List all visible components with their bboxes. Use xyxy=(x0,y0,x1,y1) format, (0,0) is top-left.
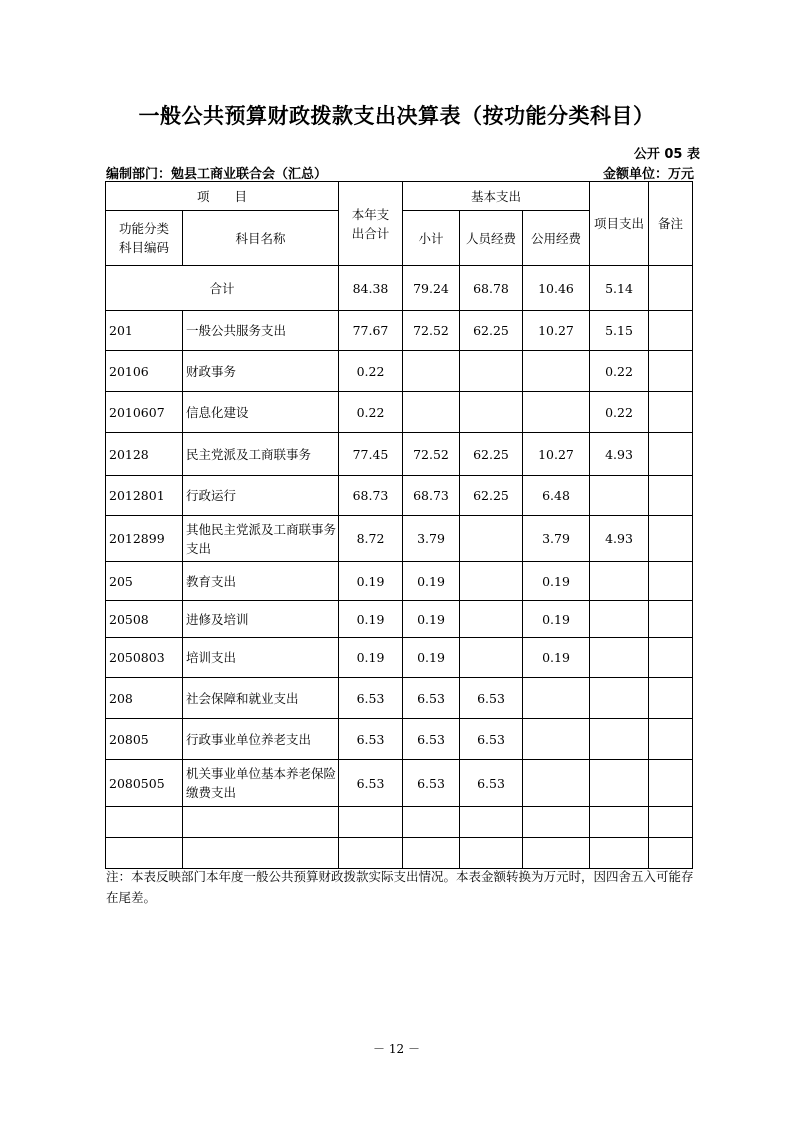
cell-personnel xyxy=(460,601,523,638)
cell-remark xyxy=(649,638,693,678)
footnote: 注：本表反映部门本年度一般公共预算财政拨款实际支出情况。本表金额转换为万元时，因四舍五入可能存在尾差。 xyxy=(106,869,694,905)
cell-name: 民主党派及工商联事务 xyxy=(183,433,339,476)
cell-name: 社会保障和就业支出 xyxy=(183,678,339,719)
table-row xyxy=(106,601,693,638)
cell-subtotal: 72.52 xyxy=(403,433,460,476)
cell-remark xyxy=(649,516,693,562)
table-row xyxy=(106,638,693,678)
cell-name: 一般公共服务支出 xyxy=(183,311,339,351)
cell-subtotal: 79.24 xyxy=(403,266,460,311)
cell-public: 3.79 xyxy=(523,516,590,562)
table-row xyxy=(106,516,693,562)
cell-project xyxy=(590,562,649,601)
cell-project xyxy=(590,719,649,760)
cell-total: 77.67 xyxy=(339,311,403,351)
cell-public: 0.19 xyxy=(523,601,590,638)
cell-public xyxy=(523,351,590,392)
header-subtotal: 小计 xyxy=(403,211,460,266)
cell-code: 20805 xyxy=(106,719,183,760)
cell-subtotal: 68.73 xyxy=(403,476,460,516)
table-row xyxy=(106,760,693,807)
cell-total: 6.53 xyxy=(339,678,403,719)
expenditure-table xyxy=(105,181,693,869)
cell-total: 0.19 xyxy=(339,562,403,601)
cell-remark xyxy=(649,433,693,476)
cell-name: 进修及培训 xyxy=(183,601,339,638)
cell-personnel xyxy=(460,562,523,601)
cell-project xyxy=(590,638,649,678)
cell-empty xyxy=(183,838,339,869)
table-row xyxy=(106,476,693,516)
header-public: 公用经费 xyxy=(523,211,590,266)
cell-empty xyxy=(590,838,649,869)
cell-project xyxy=(590,476,649,516)
cell-code xyxy=(106,807,183,838)
cell-total: 8.72 xyxy=(339,516,403,562)
table-row xyxy=(106,807,693,838)
cell-code: 20128 xyxy=(106,433,183,476)
cell-total: 77.45 xyxy=(339,433,403,476)
page-number: － 12 － xyxy=(373,1042,420,1056)
header-remark: 备注 xyxy=(649,182,693,266)
cell-empty xyxy=(460,838,523,869)
cell-remark xyxy=(649,562,693,601)
cell-remark xyxy=(649,351,693,392)
cell-personnel xyxy=(460,516,523,562)
header-project: 项目支出 xyxy=(590,182,649,266)
table-row xyxy=(106,562,693,601)
cell-subtotal: 6.53 xyxy=(403,760,460,807)
cell-remark xyxy=(649,678,693,719)
cell-total: 68.73 xyxy=(339,476,403,516)
cell-subtotal xyxy=(403,807,460,838)
cell-code: 208 xyxy=(106,678,183,719)
cell-total: 0.22 xyxy=(339,351,403,392)
cell-public: 10.27 xyxy=(523,433,590,476)
cell-public xyxy=(523,392,590,433)
table-code: 公开 05 表 xyxy=(633,147,700,162)
cell-subtotal: 6.53 xyxy=(403,719,460,760)
cell-code: 2012801 xyxy=(106,476,183,516)
cell-empty xyxy=(106,838,183,869)
cell-code: 20106 xyxy=(106,351,183,392)
department-label: 编制部门：勉县工商业联合会（汇总） xyxy=(106,167,328,182)
cell-empty xyxy=(649,838,693,869)
cell-personnel: 62.25 xyxy=(460,433,523,476)
cell-personnel: 6.53 xyxy=(460,760,523,807)
cell-name: 财政事务 xyxy=(183,351,339,392)
cell-total: 6.53 xyxy=(339,760,403,807)
cell-project: 5.15 xyxy=(590,311,649,351)
cell-public: 10.27 xyxy=(523,311,590,351)
cell-total: 0.22 xyxy=(339,392,403,433)
table-row xyxy=(106,311,693,351)
cell-project: 0.22 xyxy=(590,392,649,433)
cell-subtotal xyxy=(403,392,460,433)
cell-personnel: 68.78 xyxy=(460,266,523,311)
cell-remark xyxy=(649,719,693,760)
cell-total: 6.53 xyxy=(339,719,403,760)
cell-personnel: 62.25 xyxy=(460,311,523,351)
cell-remark xyxy=(649,807,693,838)
cell-project xyxy=(590,601,649,638)
cell-total: 0.19 xyxy=(339,638,403,678)
cell-personnel xyxy=(460,638,523,678)
cell-subtotal xyxy=(403,351,460,392)
cell-project xyxy=(590,807,649,838)
cell-name: 教育支出 xyxy=(183,562,339,601)
cell-personnel: 6.53 xyxy=(460,719,523,760)
cell-code: 2080505 xyxy=(106,760,183,807)
cell-project: 0.22 xyxy=(590,351,649,392)
table-row xyxy=(106,351,693,392)
cell-personnel: 6.53 xyxy=(460,678,523,719)
cell-project: 4.93 xyxy=(590,516,649,562)
table-meta xyxy=(106,163,694,182)
cell-code: 205 xyxy=(106,562,183,601)
cell-public: 0.19 xyxy=(523,638,590,678)
cell-public: 10.46 xyxy=(523,266,590,311)
cell-remark xyxy=(649,392,693,433)
cell-remark xyxy=(649,760,693,807)
table-row xyxy=(106,719,693,760)
cell-personnel xyxy=(460,807,523,838)
cell-code: 2010607 xyxy=(106,392,183,433)
header-code: 功能分类科目编码 xyxy=(106,211,183,266)
cell-public xyxy=(523,678,590,719)
cell-empty xyxy=(523,838,590,869)
cell-code: 2050803 xyxy=(106,638,183,678)
cell-name: 培训支出 xyxy=(183,638,339,678)
cell-personnel: 62.25 xyxy=(460,476,523,516)
cell-project: 5.14 xyxy=(590,266,649,311)
cell-remark xyxy=(649,266,693,311)
cell-name: 信息化建设 xyxy=(183,392,339,433)
cell-name xyxy=(183,807,339,838)
header-name: 科目名称 xyxy=(183,211,339,266)
cell-project xyxy=(590,678,649,719)
cell-subtotal: 6.53 xyxy=(403,678,460,719)
cell-subtotal: 3.79 xyxy=(403,516,460,562)
table-row xyxy=(106,433,693,476)
total-label: 合计 xyxy=(106,266,339,311)
header-personnel: 人员经费 xyxy=(460,211,523,266)
cell-subtotal: 0.19 xyxy=(403,601,460,638)
table-row xyxy=(106,838,693,869)
cell-subtotal: 72.52 xyxy=(403,311,460,351)
cell-total xyxy=(339,807,403,838)
cell-personnel xyxy=(460,392,523,433)
cell-public xyxy=(523,807,590,838)
page-title: 一般公共预算财政拨款支出决算表（按功能分类科目） xyxy=(138,104,655,128)
cell-project xyxy=(590,760,649,807)
cell-public xyxy=(523,760,590,807)
cell-remark xyxy=(649,476,693,516)
cell-total: 0.19 xyxy=(339,601,403,638)
cell-public xyxy=(523,719,590,760)
header-item: 项 目 xyxy=(106,182,339,211)
cell-name: 行政事业单位养老支出 xyxy=(183,719,339,760)
cell-code: 201 xyxy=(106,311,183,351)
cell-subtotal: 0.19 xyxy=(403,638,460,678)
cell-name: 机关事业单位基本养老保险缴费支出 xyxy=(183,760,339,807)
cell-remark xyxy=(649,601,693,638)
cell-code: 2012899 xyxy=(106,516,183,562)
table-row xyxy=(106,392,693,433)
unit-label: 金额单位：万元 xyxy=(602,167,694,182)
cell-public: 6.48 xyxy=(523,476,590,516)
cell-empty xyxy=(403,838,460,869)
cell-name: 其他民主党派及工商联事务支出 xyxy=(183,516,339,562)
cell-subtotal: 0.19 xyxy=(403,562,460,601)
cell-remark xyxy=(649,311,693,351)
cell-code: 20508 xyxy=(106,601,183,638)
table-row xyxy=(106,678,693,719)
header-total: 本年支出合计 xyxy=(339,182,403,266)
cell-total: 84.38 xyxy=(339,266,403,311)
cell-empty xyxy=(339,838,403,869)
header-basic: 基本支出 xyxy=(403,182,590,211)
cell-name: 行政运行 xyxy=(183,476,339,516)
cell-project: 4.93 xyxy=(590,433,649,476)
total-row xyxy=(106,266,693,311)
cell-public: 0.19 xyxy=(523,562,590,601)
cell-personnel xyxy=(460,351,523,392)
